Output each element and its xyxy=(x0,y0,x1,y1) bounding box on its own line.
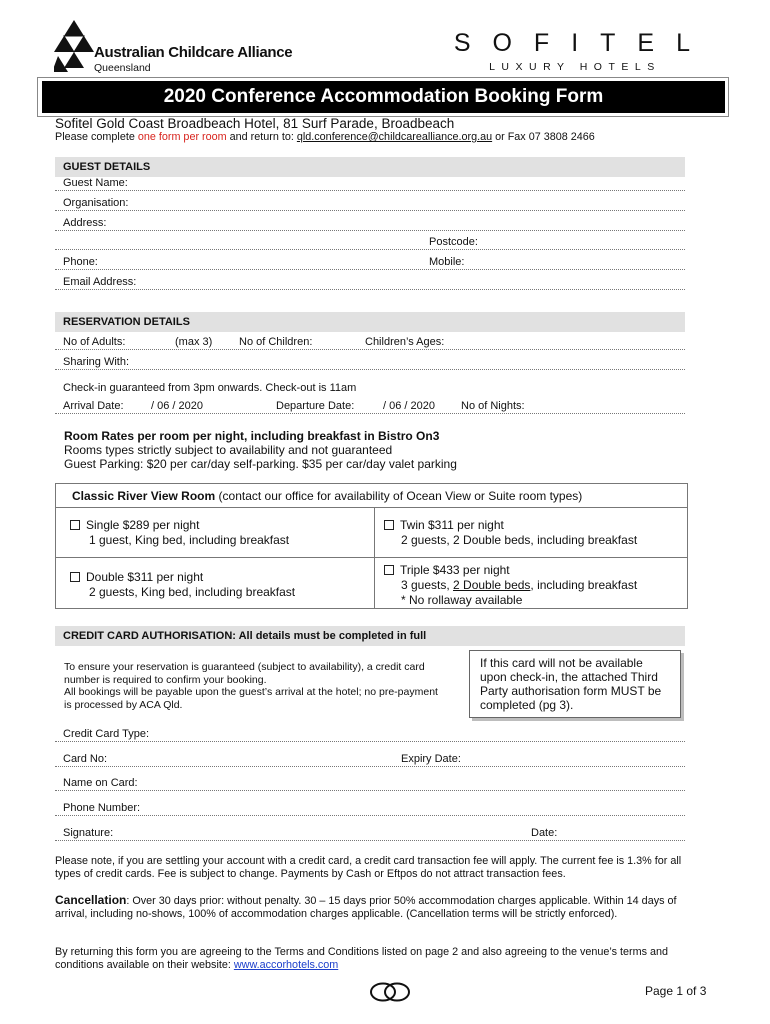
phone-field[interactable] xyxy=(55,256,685,270)
childrens-ages-label: Children’s Ages: xyxy=(365,336,445,348)
sharing-label: Sharing With: xyxy=(63,356,130,368)
organisation-label: Organisation: xyxy=(63,197,129,209)
guest-name-label: Guest Name: xyxy=(63,177,128,189)
accor-link[interactable]: www.accorhotels.com xyxy=(233,959,339,971)
triple-desc xyxy=(384,578,637,593)
third-party-notice: If this card will not be available upon check-in, the attached Third Party authorisation form MUST be completed (pg 3). xyxy=(469,650,681,718)
twin-title: Twin $311 per night xyxy=(400,518,504,532)
mobile-label: Mobile: xyxy=(429,256,465,268)
return-instructions xyxy=(55,131,595,143)
room-note: (contact our office for availability of Ocean View or Suite room types) xyxy=(215,489,583,503)
address-label: Address: xyxy=(63,217,107,229)
reservation-heading: RESERVATION DETAILS xyxy=(55,312,685,332)
venue-address: Sofitel Gold Coast Broadbeach Hotel, 81 Surf Parade, Broadbeach xyxy=(55,116,455,131)
single-option[interactable] xyxy=(70,518,289,548)
nights-label: No of Nights: xyxy=(461,400,525,412)
single-desc: 1 guest, King bed, including breakfast xyxy=(89,533,290,547)
card-number-field[interactable] xyxy=(55,753,685,767)
return-fax: or Fax 07 3808 2466 xyxy=(492,131,595,143)
expiry-label: Expiry Date: xyxy=(401,753,461,765)
card-type-field[interactable] xyxy=(55,728,685,742)
return-email-link[interactable]: qld.conference@childcarealliance.org.au xyxy=(296,131,493,143)
one-form-highlight: one form per room xyxy=(137,131,227,143)
hotel-name: SOFITEL xyxy=(453,29,712,57)
room-table-header xyxy=(56,484,687,508)
org-name: Australian Childcare Alliance xyxy=(94,44,293,61)
phone-label: Phone: xyxy=(63,256,98,268)
email-field[interactable] xyxy=(55,276,685,290)
sharing-field[interactable] xyxy=(55,356,685,370)
postcode-field[interactable] xyxy=(55,236,685,250)
triple-desc-pre: 3 guests, xyxy=(401,578,454,592)
page-title: 2020 Conference Accommodation Booking Form xyxy=(42,81,725,113)
aca-triangle-icon xyxy=(54,18,94,74)
triple-title: Triple $433 per night xyxy=(400,563,510,577)
single-title: Single $289 per night xyxy=(86,518,200,532)
max-adults-note: (max 3) xyxy=(175,336,213,348)
cancellation-policy xyxy=(55,894,695,921)
guest-details-heading: GUEST DETAILS xyxy=(55,157,685,177)
terms-text: By returning this form you are agreeing to the Terms and Conditions listed on page 2 and also agreeing to the venue’s terms and conditions available on their website: xyxy=(55,946,668,971)
signature-field[interactable] xyxy=(55,827,685,841)
sofitel-emblem-icon xyxy=(368,981,412,1003)
postcode-label: Postcode: xyxy=(429,236,478,248)
guests-count-field[interactable] xyxy=(55,336,685,350)
cc-phone-field[interactable] xyxy=(55,802,685,816)
twin-desc: 2 guests, 2 Double beds, including breakfast xyxy=(401,533,638,547)
credit-card-info xyxy=(64,661,444,711)
rates-availability: Rooms types strictly subject to availability and not guaranteed xyxy=(64,443,393,457)
cc-text-1: To ensure your reservation is guaranteed (subject to availability), a credit card number is required to confirm your booking. xyxy=(64,661,425,686)
triple-note: * No rollaway available xyxy=(401,593,523,607)
table-divider xyxy=(56,557,687,558)
return-middle: and return to: xyxy=(226,131,297,143)
card-fee-note: Please note, if you are settling your account with a credit card, a credit card transaction fee will apply. The current fee is 1.3% for all types of credit cards. Fee is subject to change. Payments by Cash or Eftpos do not attract transaction fees. xyxy=(55,855,682,880)
credit-card-heading: CREDIT CARD AUTHORISATION: All details must be completed in full xyxy=(55,626,685,646)
cancellation-title: Cancellation xyxy=(55,893,127,907)
card-no-label: Card No: xyxy=(63,753,108,765)
cancellation-text: : Over 30 days prior: without penalty. 30 – 15 days prior 50% accommodation charges applicable. Within 14 days of arrival, including no-shows, 100% of accommodation charges applicable. (Cancellation terms will be strictly enforced). xyxy=(55,895,677,920)
checkin-note: Check-in guaranteed from 3pm onwards. Check-out is 11am xyxy=(63,382,357,394)
table-divider xyxy=(374,508,375,609)
twin-checkbox[interactable] xyxy=(384,520,394,530)
name-on-card-label: Name on Card: xyxy=(63,777,138,789)
cc-text-2: All bookings will be payable upon the guest’s arrival at the hotel; no pre-payment is processed by ACA Qld. xyxy=(64,686,438,711)
dates-field[interactable] xyxy=(55,400,685,414)
return-prefix: Please complete xyxy=(55,131,138,143)
name-on-card-field[interactable] xyxy=(55,777,685,791)
double-checkbox[interactable] xyxy=(70,572,80,582)
card-type-label: Credit Card Type: xyxy=(63,728,150,740)
page-number: Page 1 of 3 xyxy=(645,984,707,998)
triple-beds: 2 Double beds xyxy=(453,578,531,592)
children-label: No of Children: xyxy=(239,336,313,348)
double-title: Double $311 per night xyxy=(86,570,204,584)
rates-title: Room Rates per room per night, including breakfast in Bistro On3 xyxy=(64,429,440,443)
address-field[interactable] xyxy=(55,217,685,231)
arrival-value: / 06 / 2020 xyxy=(151,400,203,412)
triple-desc-post: , including breakfast xyxy=(530,578,638,592)
single-checkbox[interactable] xyxy=(70,520,80,530)
guest-name-field[interactable] xyxy=(55,177,685,191)
aca-logo xyxy=(54,18,294,74)
hotel-tagline: LUXURY HOTELS xyxy=(489,61,661,73)
signature-label: Signature: xyxy=(63,827,114,839)
org-sub: Queensland xyxy=(94,62,151,74)
twin-option[interactable] xyxy=(384,518,637,548)
date-label: Date: xyxy=(531,827,558,839)
room-rates xyxy=(64,429,457,471)
triple-checkbox[interactable] xyxy=(384,565,394,575)
departure-value: / 06 / 2020 xyxy=(383,400,435,412)
adults-label: No of Adults: xyxy=(63,336,126,348)
cc-phone-label: Phone Number: xyxy=(63,802,141,814)
double-option[interactable] xyxy=(70,570,295,600)
double-desc: 2 guests, King bed, including breakfast xyxy=(89,585,296,599)
sofitel-logo xyxy=(453,29,712,73)
triple-option[interactable] xyxy=(384,563,637,608)
room-name: Classic River View Room xyxy=(72,489,216,503)
rates-parking: Guest Parking: $20 per car/day self-parking. $35 per car/day valet parking xyxy=(64,457,457,471)
arrival-label: Arrival Date: xyxy=(63,400,124,412)
terms-notice xyxy=(55,946,695,972)
room-type-table xyxy=(55,483,688,609)
email-label: Email Address: xyxy=(63,276,137,288)
organisation-field[interactable] xyxy=(55,197,685,211)
departure-label: Departure Date: xyxy=(276,400,355,412)
